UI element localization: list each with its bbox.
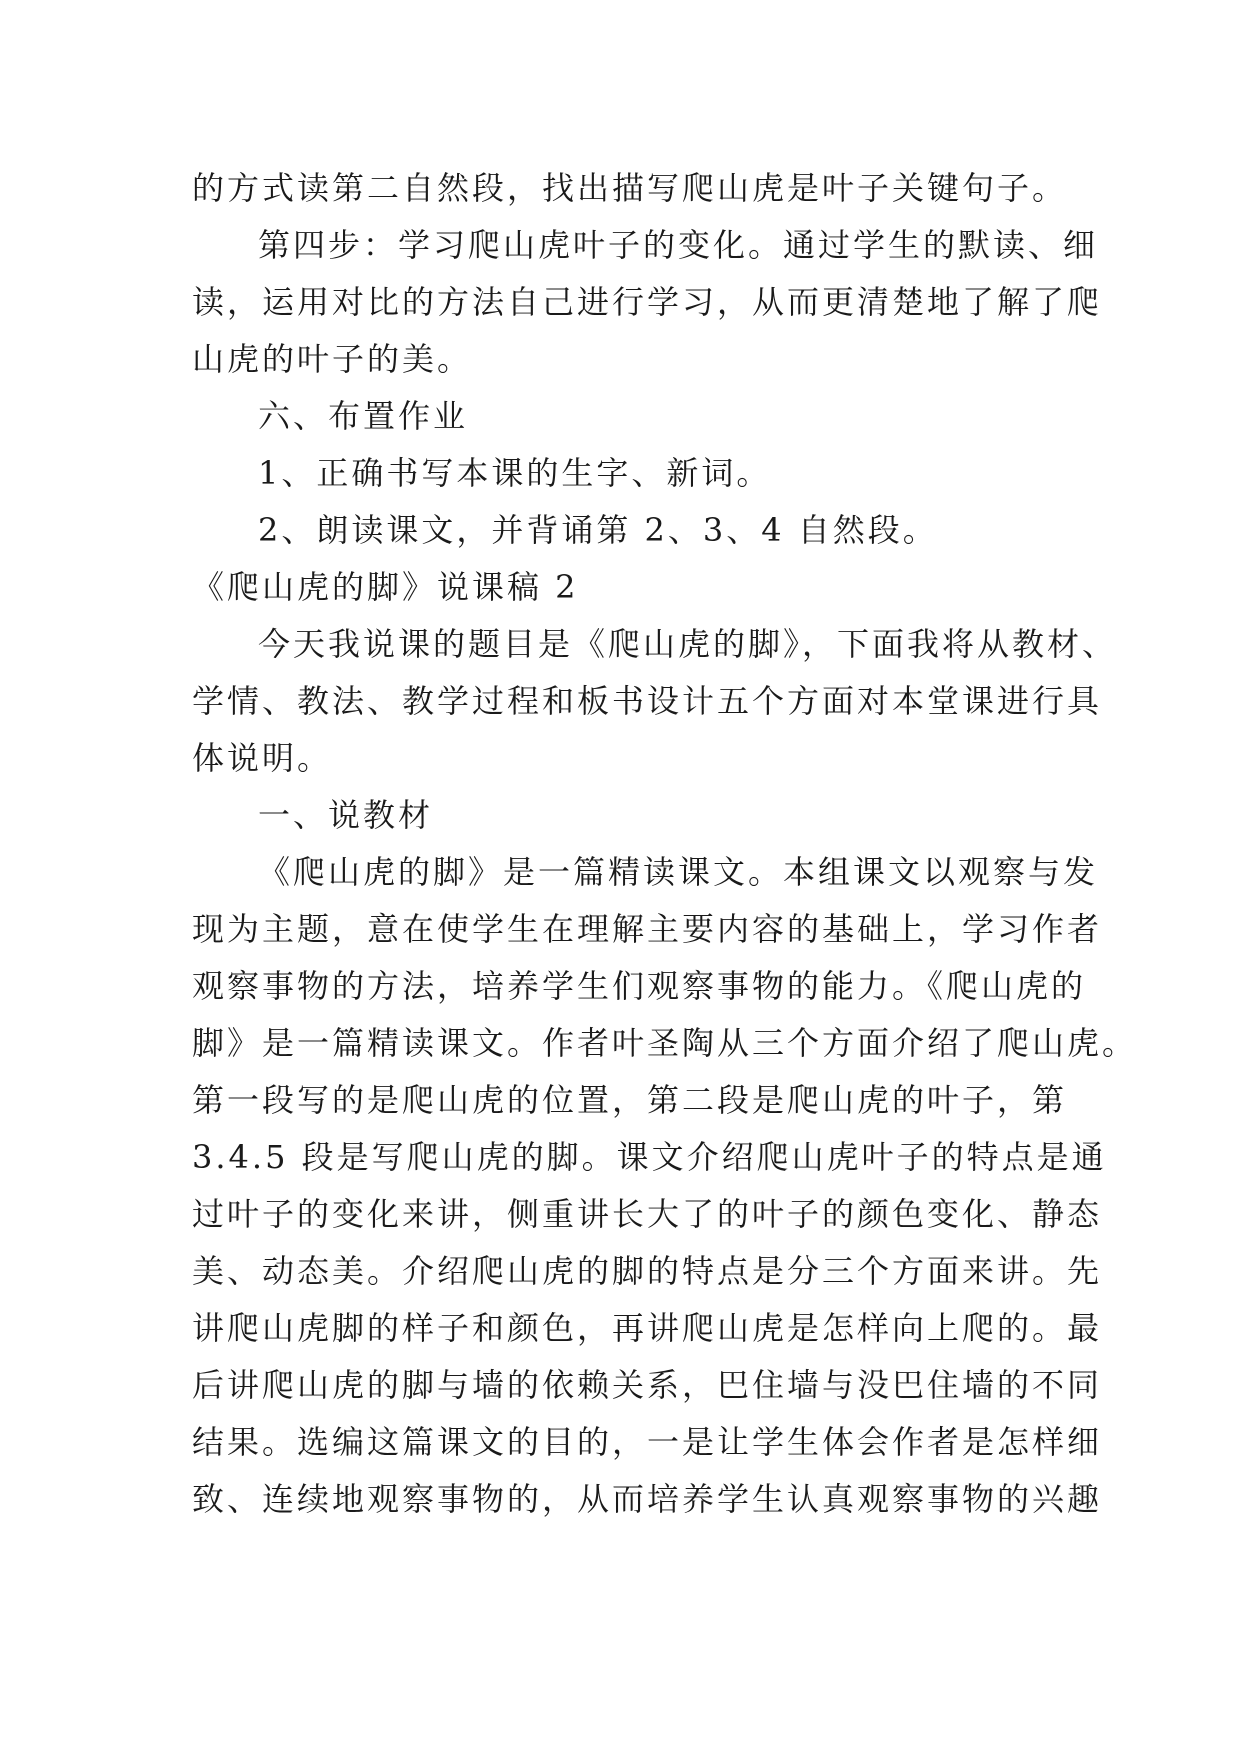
text-line: 观察事物的方法，培养学生们观察事物的能力。《爬山虎的 — [192, 967, 1087, 1005]
text-line: 后讲爬山虎的脚与墙的依赖关系，巴住墙与没巴住墙的不同 — [192, 1366, 1103, 1404]
text-line: 1、正确书写本课的生字、新词。 — [258, 454, 772, 492]
text-line: 过叶子的变化来讲，侧重讲长大了的叶子的颜色变化、静态 — [192, 1195, 1103, 1233]
text-line: 现为主题，意在使学生在理解主要内容的基础上，学习作者 — [192, 910, 1103, 948]
text-line: 2、朗读课文，并背诵第 2、3、4 自然段。 — [258, 511, 938, 549]
text-line: 读，运用对比的方法自己进行学习，从而更清楚地了解了爬 — [192, 283, 1103, 321]
text-line: 山虎的叶子的美。 — [192, 340, 473, 378]
text-line: 美、动态美。介绍爬山虎的脚的特点是分三个方面来讲。先 — [192, 1252, 1103, 1290]
text-line: 的方式读第二自然段，找出描写爬山虎是叶子关键句子。 — [192, 169, 1068, 207]
text-line: 第一段写的是爬山虎的位置，第二段是爬山虎的叶子，第 — [192, 1081, 1068, 1119]
text-line: 今天我说课的题目是《爬山虎的脚》，下面我将从教材、 — [258, 625, 1118, 663]
text-line: 讲爬山虎脚的样子和颜色，再讲爬山虎是怎样向上爬的。最 — [192, 1309, 1103, 1347]
text-line: 脚》是一篇精读课文。作者叶圣陶从三个方面介绍了爬山虎。 — [192, 1024, 1138, 1062]
text-line: 《爬山虎的脚》说课稿 2 — [192, 568, 579, 606]
text-line: 第四步：学习爬山虎叶子的变化。通过学生的默读、细 — [258, 226, 1099, 264]
document-body — [192, 160, 1138, 1528]
text-line: 结果。选编这篇课文的目的，一是让学生体会作者是怎样细 — [192, 1423, 1103, 1461]
text-line: 《爬山虎的脚》是一篇精读课文。本组课文以观察与发 — [258, 853, 1099, 891]
text-line: 六、布置作业 — [258, 397, 469, 435]
text-line: 一、说教材 — [258, 796, 434, 834]
text-line: 致、连续地观察事物的，从而培养学生认真观察事物的兴趣 — [192, 1480, 1103, 1518]
text-line: 3.4.5 段是写爬山虎的脚。课文介绍爬山虎叶子的特点是通 — [192, 1138, 1107, 1176]
text-line: 体说明。 — [192, 739, 333, 777]
text-line: 学情、教法、教学过程和板书设计五个方面对本堂课进行具 — [192, 682, 1103, 720]
